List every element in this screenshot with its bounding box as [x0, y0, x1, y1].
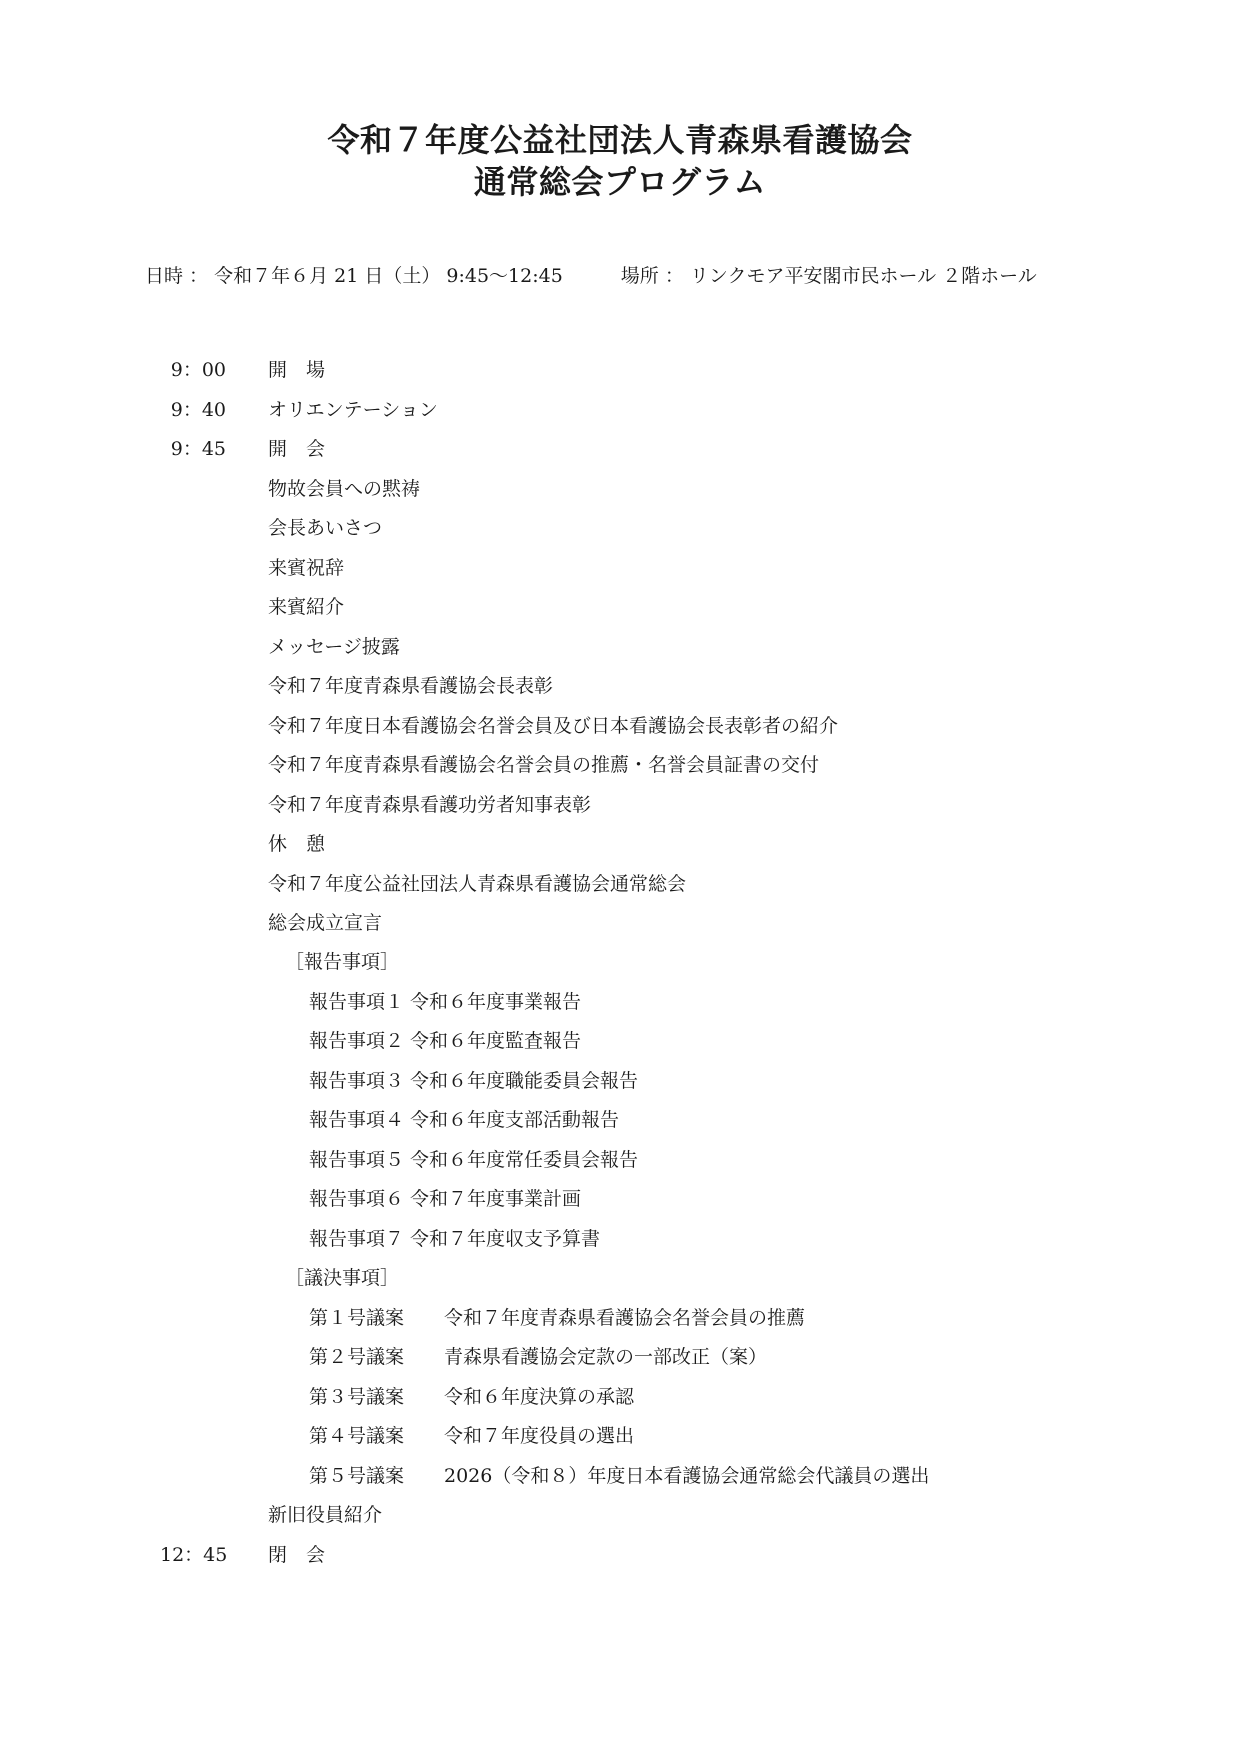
resolution-text: 青森県看護協会定款の一部改正（案）	[444, 1346, 768, 1368]
schedule-label: 会長あいさつ	[268, 517, 383, 539]
report-item-label: 報告事項６ 令和７年度事業計画	[309, 1188, 582, 1210]
resolution-number: 第２号議案	[309, 1346, 405, 1368]
resolution-text: 令和６年度決算の承認	[444, 1386, 635, 1408]
schedule-time: 9：00	[170, 359, 226, 381]
resolution-text: 令和７年度役員の選出	[444, 1425, 635, 1447]
schedule-time: 12：45	[160, 1544, 228, 1566]
schedule-label: 物故会員への黙祷	[268, 478, 421, 500]
meeting-info	[145, 262, 1037, 290]
resolution-number: 第３号議案	[309, 1386, 405, 1408]
schedule-time: 9：40	[170, 399, 226, 421]
schedule-label: 令和７年度青森県看護協会名誉会員の推薦・名誉会員証書の交付	[268, 754, 820, 776]
schedule-label: 新旧役員紹介	[268, 1504, 383, 1526]
schedule-label: 令和７年度公益社団法人青森県看護協会通常総会	[268, 873, 687, 895]
resolution-number: 第１号議案	[309, 1307, 405, 1329]
page-subtitle: 通常総会プログラム	[473, 163, 767, 201]
report-item-label: 報告事項７ 令和７年度収支予算書	[309, 1228, 601, 1250]
resolution-number: 第４号議案	[309, 1425, 405, 1447]
schedule-label: 休 憩	[268, 833, 326, 855]
schedule-label: 来賓祝辞	[268, 557, 345, 579]
schedule-label: 来賓紹介	[268, 596, 345, 618]
report-item-label: 報告事項２ 令和６年度監査報告	[309, 1030, 582, 1052]
report-item-label: 報告事項４ 令和６年度支部活動報告	[309, 1109, 620, 1131]
schedule-label: 令和７年度日本看護協会名誉会員及び日本看護協会長表彰者の紹介	[268, 715, 839, 737]
resolutions-heading: ［議決事項］	[285, 1267, 400, 1289]
schedule-time: 9：45	[170, 438, 226, 460]
schedule-label: 総会成立宣言	[268, 912, 383, 934]
report-item-label: 報告事項１ 令和６年度事業報告	[309, 991, 582, 1013]
meeting-datetime: 日時 ： 令和７年６月 21 日（土） 9:45〜12:45	[145, 265, 563, 287]
resolution-number: 第５号議案	[309, 1465, 405, 1487]
report-item-label: 報告事項５ 令和６年度常任委員会報告	[309, 1149, 639, 1171]
schedule-label: メッセージ披露	[268, 636, 400, 658]
schedule-label: 閉 会	[268, 1544, 326, 1566]
schedule-label: 開 会	[268, 438, 326, 460]
schedule-label: 開 場	[268, 359, 326, 381]
page-title: 令和７年度公益社団法人青森県看護協会	[327, 121, 913, 159]
schedule-label: 令和７年度青森県看護功労者知事表彰	[268, 794, 592, 816]
reports-heading: ［報告事項］	[285, 951, 400, 973]
schedule-label: 令和７年度青森県看護協会長表彰	[268, 675, 554, 697]
resolution-text: 令和７年度青森県看護協会名誉会員の推薦	[444, 1307, 806, 1329]
meeting-place: 場所 ： リンクモア平安閣市民ホール ２階ホール	[620, 265, 1037, 287]
report-item-label: 報告事項３ 令和６年度職能委員会報告	[309, 1070, 639, 1092]
schedule-label: オリエンテーション	[268, 399, 438, 421]
resolution-text: 2026（令和８）年度日本看護協会通常総会代議員の選出	[444, 1465, 930, 1487]
